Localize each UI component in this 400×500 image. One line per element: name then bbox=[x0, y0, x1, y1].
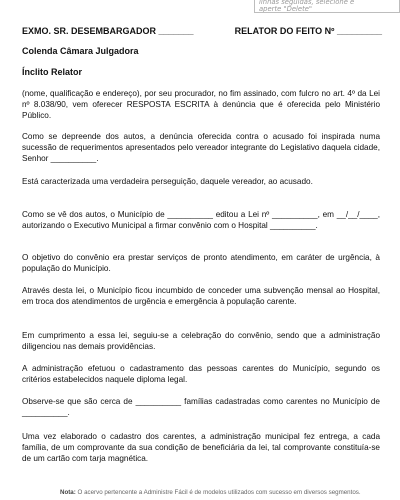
footer-note bbox=[60, 489, 400, 496]
paragraph-8: A administração efetuou o cadastramento das pessoas carentes do Município, segundo os critérios estabelecidos naquele diploma legal. bbox=[22, 364, 380, 384]
tooltip-bubble bbox=[254, 0, 400, 13]
paragraph-4: Como se vê dos autos, o Município de __________ editou a Lei nº __________, em __/__/____, autorizando o Executivo Municipal a firmar convênio com o Hospital __________. bbox=[22, 210, 380, 230]
tooltip-line-2: aperte "Delete" bbox=[259, 5, 313, 13]
court-salutation: Colenda Câmara Julgadora bbox=[22, 46, 139, 56]
document-heading bbox=[22, 26, 382, 36]
footer-text: O acervo pertencente a Administre Fácil é de modelos utilizados com sucesso em diversos segmentos. bbox=[77, 489, 361, 496]
tooltip-line-1: linhas seguidas, selecione e bbox=[259, 0, 355, 6]
paragraph-10: Uma vez elaborado o cadastro dos carentes, a administração municipal fez entrega, a cada família, de um comprovante da sua condição de beneficiária da lei, tal comprovante constituía-se de um cartão com tarja magnética. bbox=[22, 432, 380, 463]
paragraph-3: Está caracterizada uma verdadeira perseguição, daquele vereador, ao acusado. bbox=[22, 177, 313, 186]
heading-left: EXMO. SR. DESEMBARGADOR _______ bbox=[22, 26, 194, 36]
paragraph-9: Observe-se que são cerca de __________ famílias cadastradas como carentes no Município de __________. bbox=[22, 397, 380, 417]
reporter-salutation: Ínclito Relator bbox=[22, 67, 83, 77]
heading-right: RELATOR DO FEITO Nº _________ bbox=[234, 26, 382, 36]
paragraph-7: Em cumprimento a essa lei, seguiu-se a celebração do convênio, sendo que a administração diligenciou nas demais providências. bbox=[22, 331, 380, 351]
paragraph-2: Como se depreende dos autos, a denúncia oferecida contra o acusado foi inspirada numa sucessão de requerimentos apresentados pelo vereador integrante do Legislativo daquela cidade, Senhor __________. bbox=[22, 132, 380, 163]
paragraph-1: (nome, qualificação e endereço), por seu procurador, no fim assinado, com fulcro no art. 4º da Lei nº 8.038/90, vem oferecer RESPOSTA ESCRITA à denúncia que é oferecida pelo Ministério Público. bbox=[22, 89, 380, 120]
paragraph-5: O objetivo do convênio era prestar serviços de pronto atendimento, em caráter de urgência, à população do Município. bbox=[22, 253, 380, 273]
paragraph-6: Através desta lei, o Município ficou incumbido de conceder uma subvenção mensal ao Hospital, em troca dos atendimentos de urgência e emergência à população carente. bbox=[22, 286, 380, 306]
footer-label: Nota: bbox=[60, 489, 76, 496]
